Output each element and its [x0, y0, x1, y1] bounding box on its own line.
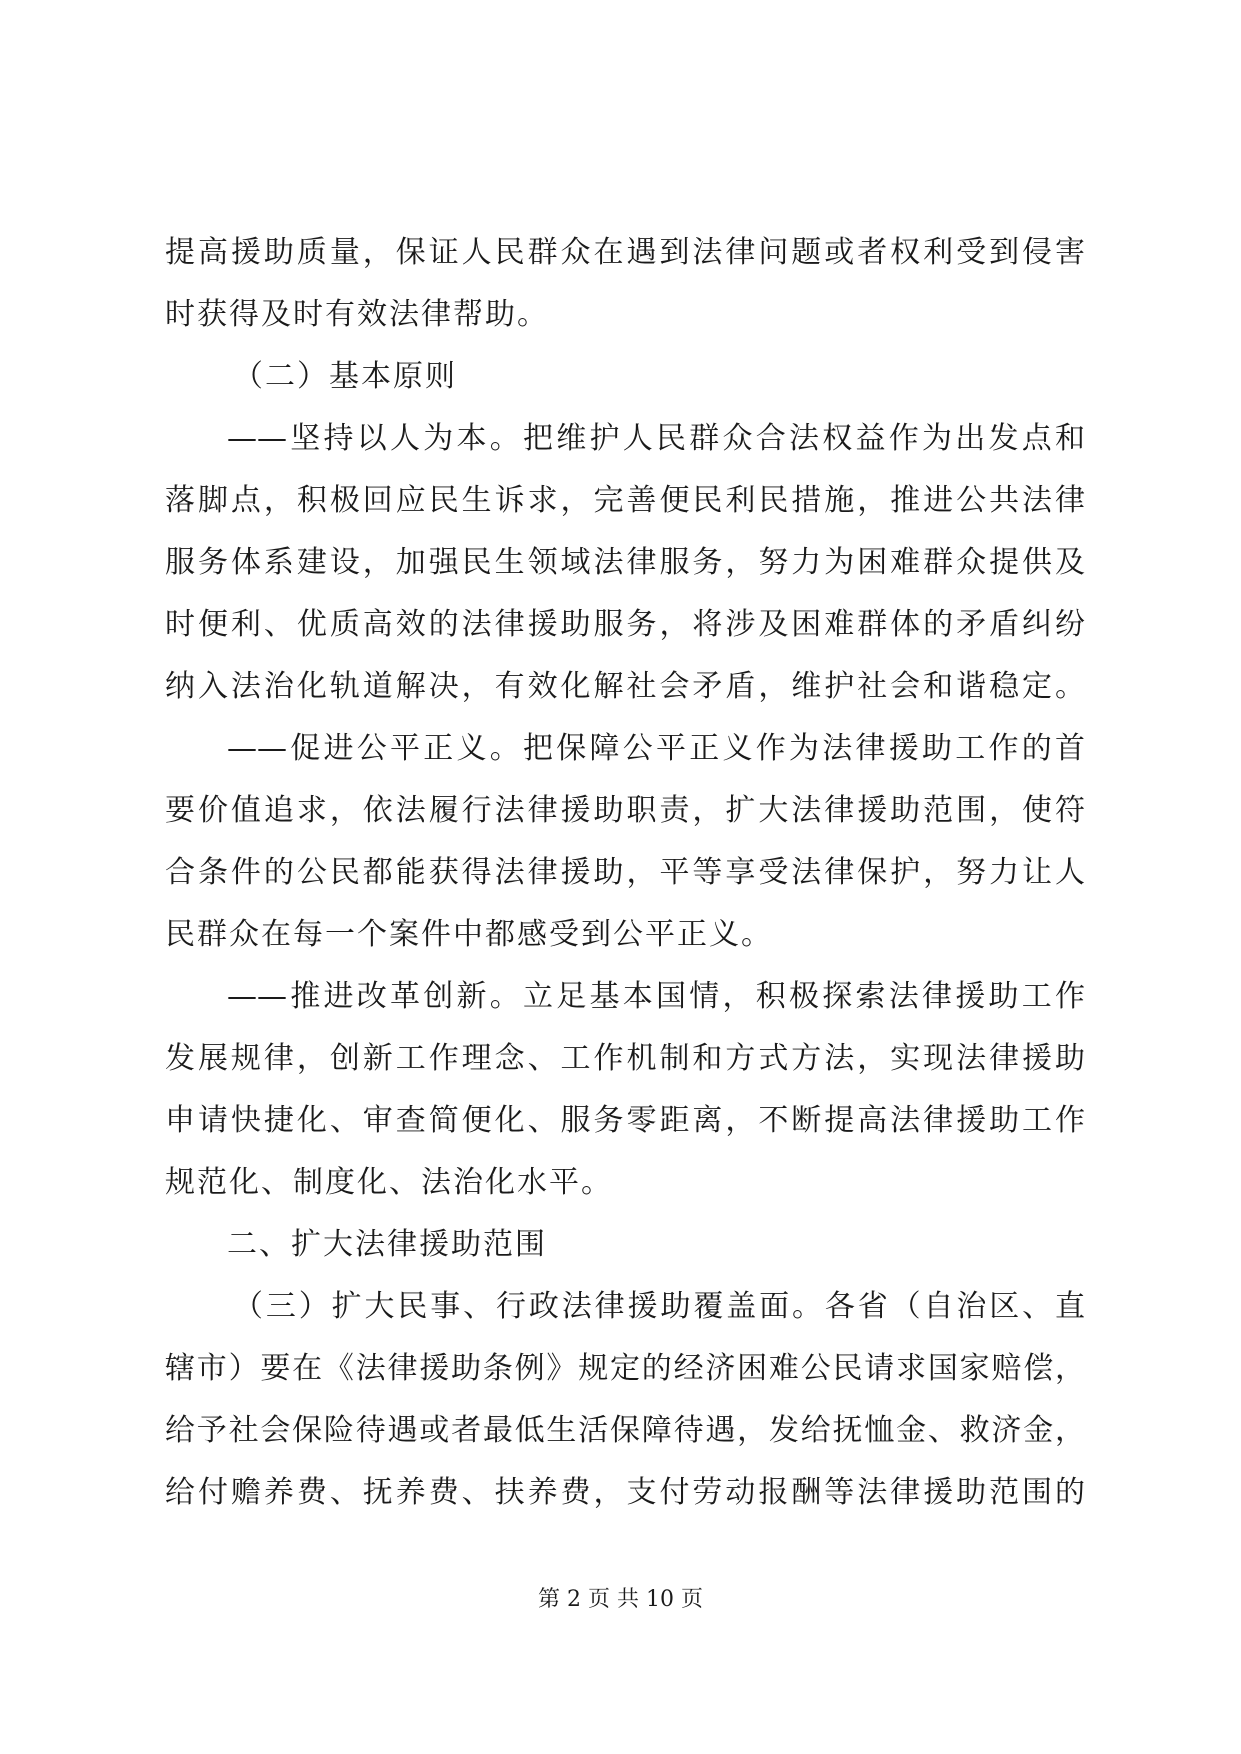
text-line: [165, 408, 1085, 470]
text-line: [165, 780, 1085, 842]
body-text: [165, 222, 1085, 1524]
text-line: [165, 1276, 1085, 1338]
text-line: [165, 1338, 1085, 1400]
text-line: [165, 1400, 1085, 1462]
text-line-content: 给付赡养费、抚养费、扶养费，支付劳动报酬等法律援助范围的: [165, 1475, 1085, 1510]
text-line-content: 发展规律，创新工作理念、工作机制和方式方法，实现法律援助: [165, 1041, 1085, 1076]
section-heading: [165, 346, 1085, 408]
text-line: [165, 1152, 1085, 1214]
page-number: 第 2 页 共 10 页: [538, 1587, 703, 1612]
text-line-content: 时获得及时有效法律帮助。: [165, 297, 549, 332]
text-line-content: ——坚持以人为本。把维护人民群众合法权益作为出发点和: [227, 421, 1085, 456]
text-line-content: 落脚点，积极回应民生诉求，完善便民利民措施，推进公共法律: [165, 483, 1085, 518]
text-line: [165, 656, 1085, 718]
text-line-content: 规范化、制度化、法治化水平。: [165, 1165, 613, 1200]
text-line: [165, 470, 1085, 532]
text-line-content: 要价值追求，依法履行法律援助职责，扩大法律援助范围，使符: [165, 793, 1085, 828]
text-line-content: 纳入法治化轨道解决，有效化解社会矛盾，维护社会和谐稳定。: [165, 669, 1085, 704]
text-line-content: 民群众在每一个案件中都感受到公平正义。: [165, 917, 773, 952]
text-line-content: ——促进公平正义。把保障公平正义作为法律援助工作的首: [227, 731, 1085, 766]
text-line: [165, 966, 1085, 1028]
section-heading-text: （二）基本原则: [233, 359, 457, 394]
text-line-content: 给予社会保险待遇或者最低生活保障待遇，发给抚恤金、救济金，: [165, 1413, 1085, 1448]
section-heading: [165, 1214, 1085, 1276]
text-line: [165, 284, 1085, 346]
text-line: [165, 532, 1085, 594]
text-line-content: 合条件的公民都能获得法律援助，平等享受法律保护，努力让人: [165, 855, 1085, 890]
text-line-content: 辖市）要在《法律援助条例》规定的经济困难公民请求国家赔偿，: [165, 1351, 1085, 1386]
text-line-content: ——推进改革创新。立足基本国情，积极探索法律援助工作: [227, 979, 1085, 1014]
text-line: [165, 594, 1085, 656]
text-line: [165, 842, 1085, 904]
text-line-content: 服务体系建设，加强民生领域法律服务，努力为困难群众提供及: [165, 545, 1085, 580]
section-heading-text: 二、扩大法律援助范围: [227, 1227, 547, 1262]
text-line: [165, 1462, 1085, 1524]
page-footer: [0, 1585, 1241, 1615]
text-line-content: （三）扩大民事、行政法律援助覆盖面。各省（自治区、直: [233, 1289, 1085, 1324]
text-line-content: 申请快捷化、审查简便化、服务零距离，不断提高法律援助工作: [165, 1103, 1085, 1138]
text-line: [165, 904, 1085, 966]
text-line-content: 提高援助质量，保证人民群众在遇到法律问题或者权利受到侵害: [165, 235, 1085, 270]
text-line: [165, 1090, 1085, 1152]
text-line-content: 时便利、优质高效的法律援助服务，将涉及困难群体的矛盾纠纷: [165, 607, 1085, 642]
text-line: [165, 718, 1085, 780]
text-line: [165, 222, 1085, 284]
text-line: [165, 1028, 1085, 1090]
